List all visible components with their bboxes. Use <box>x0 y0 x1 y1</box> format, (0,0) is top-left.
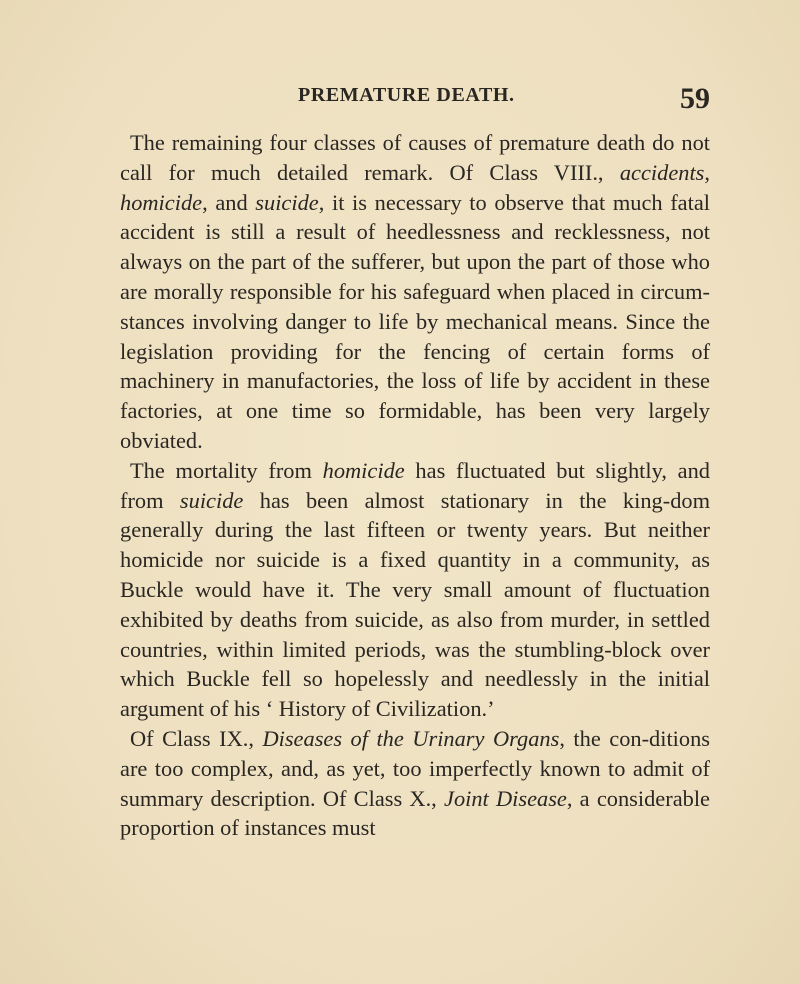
body-text <box>120 128 710 843</box>
paragraph-homicide-suicide <box>120 456 710 724</box>
italic-term: homicide <box>322 457 405 483</box>
italic-term: suicide <box>179 487 244 513</box>
italic-term: homicide <box>120 189 203 215</box>
paragraph-text: Of Class IX., <box>130 725 263 751</box>
italic-term: accidents <box>619 159 705 185</box>
paragraph-text: The mortality from <box>130 457 323 483</box>
paragraph-text: , the con-ditions are too complex, and, as yet, too imperfectly known to admit of summary description. Of Class X., <box>120 725 710 811</box>
paragraph-class-viii <box>120 128 710 456</box>
page-number: 59 <box>680 82 710 115</box>
paragraph-text: The remaining four classes of causes of premature death do not call for much detailed remark. Of Class VIII., <box>120 130 710 185</box>
paragraph-text: , a considerable proportion of instances must <box>120 785 710 841</box>
paragraph-text: has been almost stationary in the king-dom generally during the last fifteen or twenty years. But neither homicide nor suicide is a fixed quantity in a community, as Buckle would have it. The very small amount of fluctuation exhibited by deaths from suicide, as also from murder, in settled countries, within limited periods, was the stumbling-block over which Buckle fell so hopelessly and needlessly in the initial argument of his ‘ History of Civilization.’ <box>120 487 711 722</box>
italic-term: suicide <box>255 189 319 215</box>
paragraph-text: , and <box>202 189 256 215</box>
italic-term: Diseases of the Urinary Organs <box>262 725 560 751</box>
paragraph-text: , <box>704 159 710 185</box>
running-head <box>120 84 710 114</box>
italic-term: Joint Disease <box>444 785 567 811</box>
header-title: PREMATURE DEATH. <box>298 84 515 106</box>
paragraph-text: , it is necessary to observe that much fatal accident is still a result of heedlessness and recklessness, not always on the part of the sufferer, but upon the part of those who are morally responsible for his safeguard when placed in circum-stances involving danger to life by mechanical means. Since the legislation providing for the fencing of certain forms of machinery in manufactories, the loss of life by accident in these factories, at one time so formidable, has been very largely obviated. <box>120 189 710 453</box>
paragraph-class-ix-x <box>120 724 710 843</box>
paragraph-text: has fluctuated but slightly, and from <box>120 457 710 513</box>
